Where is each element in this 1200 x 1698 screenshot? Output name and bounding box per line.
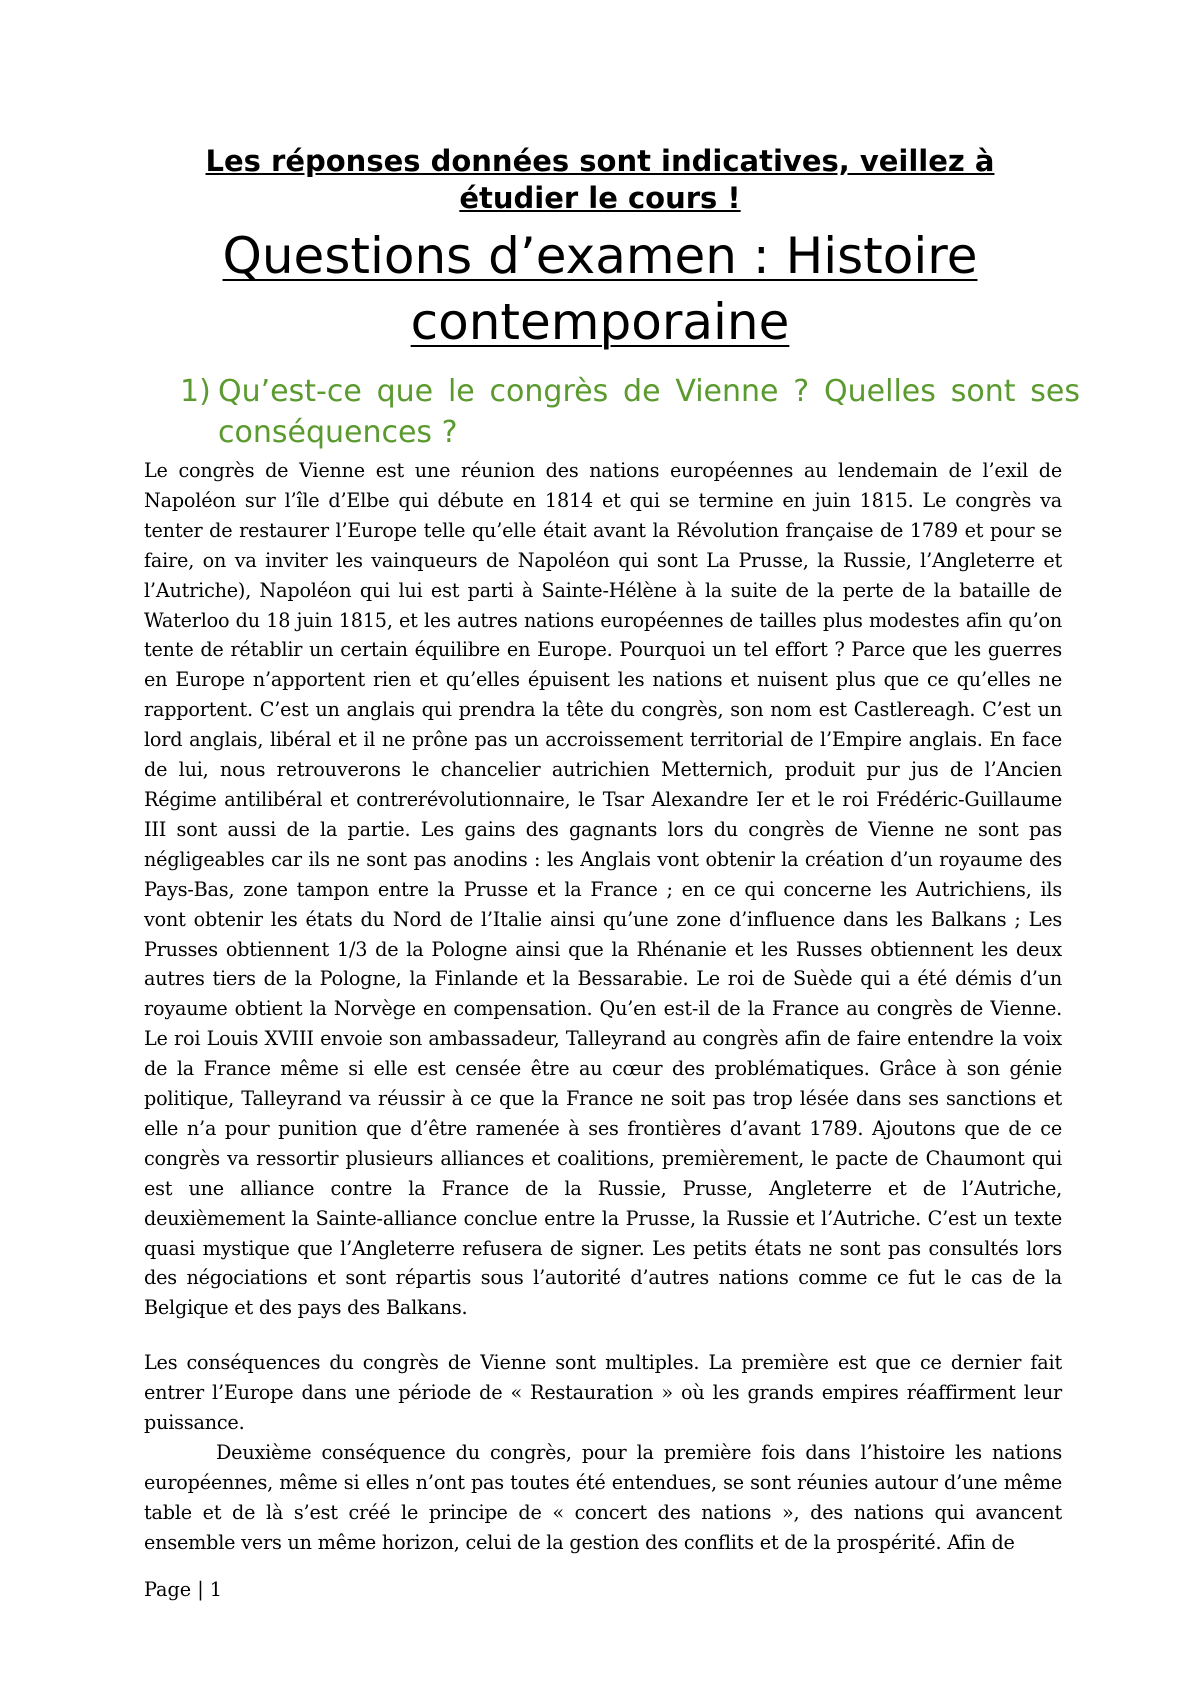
answer-paragraph-2: Les conséquences du congrès de Vienne sont multiples. La première est que ce dernier fait entrer l’Europe dans une période de « Restauration » où les grands empires réaffirment leur puissance. bbox=[144, 1351, 1062, 1434]
answer-paragraph-3: Deuxième conséquence du congrès, pour la première fois dans l’histoire les nations européennes, même si elles n’ont pas toutes été entendues, se sont réunies autour d’une même table et de là s’est créé le principe de « concert des nations », des nations qui avancent ensemble vers un même horizon, celui de la gestion des conflits et de la prospérité. Afin de bbox=[144, 1441, 1062, 1554]
disclaimer-heading: Les réponses données sont indicatives, veillez à étudier le cours ! bbox=[205, 144, 995, 215]
question-number: 1) bbox=[180, 374, 211, 409]
page-title: Questions d’examen : Histoire contemporaine bbox=[222, 227, 978, 351]
page-number-footer: Page | 1 bbox=[144, 1578, 222, 1601]
question-heading bbox=[180, 371, 1080, 453]
answer-paragraph-1: Le congrès de Vienne est une réunion des nations européennes au lendemain de l’exil de Napoléon sur l’île d’Elbe qui débute en 1814 et qui se termine en juin 1815. Le congrès va tenter de restaurer l’Europe telle qu’elle était avant la Révolution française de 1789 et pour se faire, on va inviter les vainqueurs de Napoléon qui sont La Prusse, la Russie, l’Angleterre et l’Autriche), Napoléon qui lui est parti à Sainte-Hélène à la suite de la perte de la bataille de Waterloo du 18 juin 1815, et les autres nations européennes de tailles plus modestes afin qu’on tente de rétablir un certain équilibre en Europe. Pourquoi un tel effort ? Parce que les guerres en Europe n’apportent rien et qu’elles épuisent les nations et nuisent plus que ce qu’elles ne rapportent. C’est un anglais qui prendra la tête du congrès, son nom est Castlereagh. C’est un lord anglais, libéral et il ne prône pas un accroissement territorial de l’Empire anglais. En face de lui, nous retrouverons le chancelier autrichien Metternich, produit pur jus de l’Ancien Régime antilibéral et contrerévolutionnaire, le Tsar Alexandre Ier et le roi Frédéric-Guillaume III sont aussi de la partie. Les gains des gagnants lors du congrès de Vienne ne sont pas négligeables car ils ne sont pas anodins : les Anglais vont obtenir la création d’un royaume des Pays-Bas, zone tampon entre la Prusse et la France ; en ce qui concerne les Autrichiens, ils vont obtenir les états du Nord de l’Italie ainsi qu’une zone d’influence dans les Balkans ; Les Prusses obtiennent 1/3 de la Pologne ainsi que la Rhénanie et les Russes obtiennent les deux autres tiers de la Pologne, la Finlande et la Bessarabie. Le roi de Suède qui a été démis d’un royaume obtient la Norvège en compensation. Qu’en est-il de la France au congrès de Vienne. Le roi Louis XVIII envoie son ambassadeur, Talleyrand au congrès afin de faire entendre la voix de la France même si elle est censée être au cœur des problématiques. Grâce à son génie politique, Talleyrand va réussir à ce que la France ne soit pas trop lésée dans ses sanctions et elle n’a pour punition que d’être ramenée à ses frontières d’avant 1789. Ajoutons que de ce congrès va ressortir plusieurs alliances et coalitions, premièrement, le pacte de Chaumont qui est une alliance contre la France de la Russie, Prusse, Angleterre et de l’Autriche, deuxièmement la Sainte-alliance conclue entre la Prusse, la Russie et l’Autriche. C’est un texte quasi mystique que l’Angleterre refusera de signer. Les petits états ne sont pas consultés lors des négociations et sont répartis sous l’autorité d’autres nations comme ce fut le cas de la Belgique et des pays des Balkans. bbox=[144, 459, 1062, 1320]
question-text: Qu’est-ce que le congrès de Vienne ? Quelles sont ses conséquences ? bbox=[218, 374, 1080, 450]
